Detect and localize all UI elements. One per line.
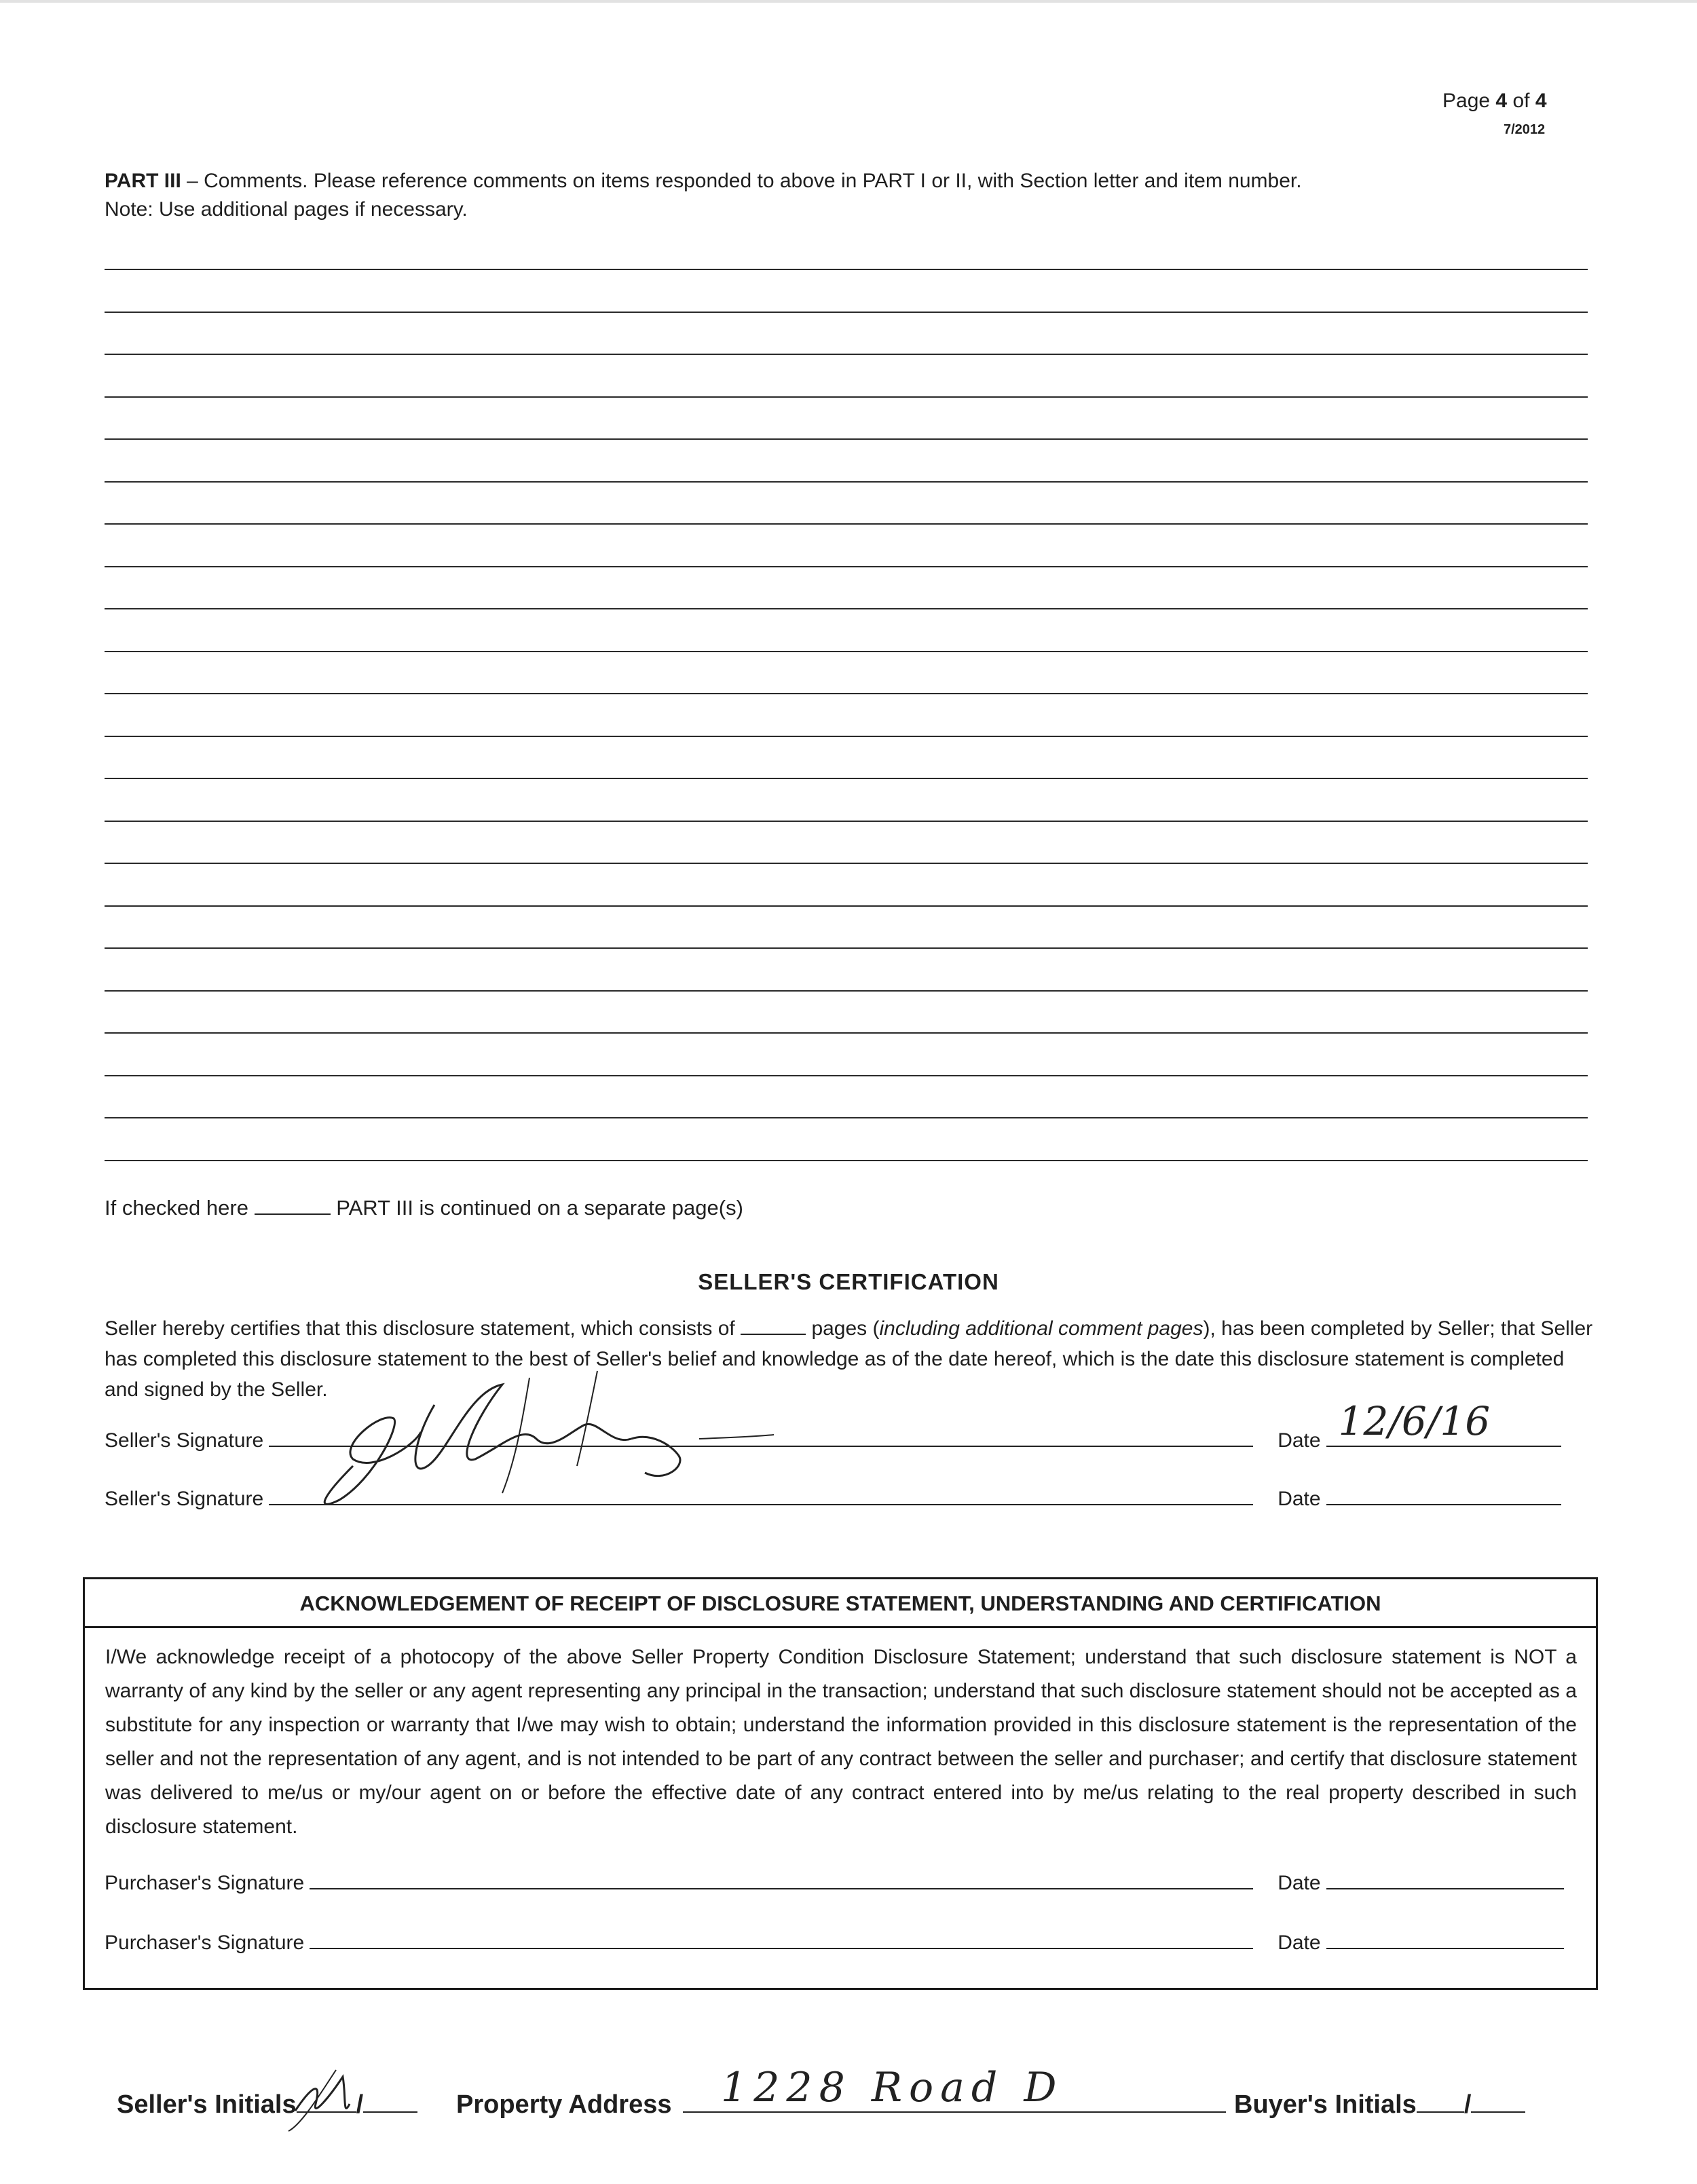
buyer-initials-field	[1234, 2090, 1525, 2120]
seller-date-label-1: Date	[1278, 1429, 1321, 1452]
page-count-blank[interactable]	[741, 1334, 806, 1335]
page-number	[1442, 90, 1547, 113]
purchaser-signature-line-2[interactable]	[310, 1948, 1253, 1949]
buyer-initials-blank-1[interactable]	[1417, 2111, 1464, 2113]
comment-line[interactable]	[105, 863, 1588, 864]
comment-line[interactable]	[105, 566, 1588, 567]
comment-line[interactable]	[105, 821, 1588, 822]
seller-initials-separator: /	[356, 2090, 364, 2119]
page-total: 4	[1535, 90, 1547, 112]
comment-line[interactable]	[105, 905, 1588, 907]
property-address-label: Property Address	[456, 2090, 672, 2119]
cert-text-italic: including additional comment pages	[879, 1317, 1204, 1340]
continuation-checkbox-row	[105, 1196, 743, 1220]
purchaser-signature-label-2: Purchaser's Signature	[105, 1932, 305, 1954]
comment-line[interactable]	[105, 1075, 1588, 1076]
comment-line[interactable]	[105, 396, 1588, 398]
page-current: 4	[1495, 90, 1508, 112]
seller-signature-label-2: Seller's Signature	[105, 1488, 264, 1510]
page-label: Page	[1442, 90, 1491, 112]
comment-line[interactable]	[105, 947, 1588, 949]
acknowledgement-title: ACKNOWLEDGEMENT OF RECEIPT OF DISCLOSURE STATEMENT, UNDERSTANDING AND CERTIFICATION	[85, 1579, 1596, 1628]
purchaser-signature-label-1: Purchaser's Signature	[105, 1872, 305, 1894]
property-address-value: 1228 Road D	[721, 2064, 1064, 2111]
buyer-initials-blank-2[interactable]	[1471, 2111, 1525, 2113]
purchaser-signature-row-2	[105, 1932, 1564, 1955]
purchaser-signature-row-1	[105, 1872, 1564, 1895]
comment-line[interactable]	[105, 990, 1588, 992]
comment-line[interactable]	[105, 312, 1588, 313]
seller-date-label-2: Date	[1278, 1488, 1321, 1510]
purchaser-date-line-1[interactable]	[1326, 1888, 1564, 1889]
comment-line[interactable]	[105, 269, 1588, 270]
comment-line[interactable]	[105, 1032, 1588, 1034]
buyer-initials-label: Buyer's Initials	[1234, 2090, 1417, 2119]
acknowledgement-text: I/We acknowledge receipt of a photocopy of the above Seller Property Condition Disclosure Statement; understand that such disclosure statement is NOT a warranty of any kind by the seller or any agent representing any principal in the transaction; understand that such disclosure statement should not be accepted as a substitute for any inspection or warranty that I/we may wish to obtain; understand the information provided in this disclosure statement is the representation of the seller and not the representation of any agent, and is not intended to be part of any contract between the seller and purchaser; and certify that disclosure statement was delivered to me/us or my/our agent on or before the effective date of any contract entered into by me/us relating to the real property described in such disclosure statement.	[105, 1646, 1577, 1838]
purchaser-date-label-2: Date	[1278, 1932, 1321, 1954]
buyer-initials-separator: /	[1463, 2090, 1472, 2119]
seller-date-line-2[interactable]	[1326, 1504, 1561, 1505]
seller-initials-label: Seller's Initials	[117, 2090, 297, 2119]
seller-signature-scribble	[299, 1364, 774, 1520]
cert-text-part2: pages (	[811, 1317, 880, 1340]
part-iii-title: PART III	[105, 170, 181, 192]
comment-line[interactable]	[105, 1160, 1588, 1161]
cert-text-part3: ), has been completed by Seller; that Seller has completed this disclosure statement to the best of Seller's belief and knowledge as of the date hereof, which is the date this disclosure statement is completed and signed by the Seller.	[105, 1317, 1593, 1401]
comment-line[interactable]	[105, 438, 1588, 440]
comment-line[interactable]	[105, 1117, 1588, 1118]
comment-line[interactable]	[105, 693, 1588, 694]
seller-signature-label-1: Seller's Signature	[105, 1429, 264, 1452]
continuation-check-blank[interactable]	[255, 1213, 331, 1215]
cert-text-part1: Seller hereby certifies that this disclosure statement, which consists of	[105, 1317, 735, 1340]
form-revision-date: 7/2012	[1504, 122, 1546, 137]
seller-date-line-1[interactable]	[1326, 1398, 1561, 1447]
property-address-line[interactable]	[683, 2064, 1226, 2113]
part-iii-instruction: – Comments. Please reference comments on items responded to above in PART I or II, with Section letter and item number.	[181, 170, 1302, 192]
seller-date-value-1: 12/6/16	[1338, 1398, 1491, 1444]
comment-line[interactable]	[105, 736, 1588, 737]
comment-line[interactable]	[105, 651, 1588, 652]
continuation-suffix: PART III is continued on a separate page(s)	[336, 1196, 743, 1220]
purchaser-date-label-1: Date	[1278, 1872, 1321, 1894]
comment-line[interactable]	[105, 354, 1588, 355]
comment-line[interactable]	[105, 778, 1588, 779]
part-iii-instructions	[105, 167, 1564, 224]
purchaser-date-line-2[interactable]	[1326, 1948, 1564, 1949]
continuation-prefix: If checked here	[105, 1196, 248, 1220]
comment-line[interactable]	[105, 481, 1588, 483]
property-address-field	[456, 2064, 1226, 2120]
seller-certification-title: SELLER'S CERTIFICATION	[698, 1269, 999, 1294]
part-iii-note: Note: Use additional pages if necessary.	[105, 198, 468, 221]
comment-line[interactable]	[105, 608, 1588, 609]
page-of: of	[1512, 90, 1530, 112]
acknowledgement-box	[83, 1577, 1598, 1990]
comment-line[interactable]	[105, 523, 1588, 525]
scan-edge	[0, 0, 1697, 3]
seller-initials-scribble	[282, 2063, 377, 2138]
purchaser-signature-line-1[interactable]	[310, 1888, 1253, 1889]
